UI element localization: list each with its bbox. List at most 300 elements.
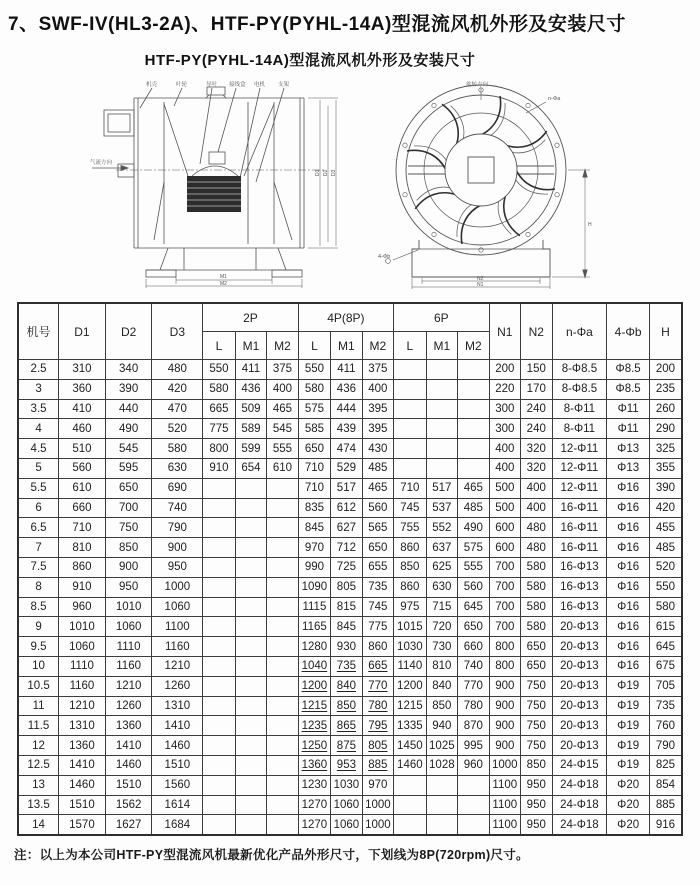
- table-cell: 1160: [152, 637, 203, 657]
- table-cell: 455: [649, 518, 682, 538]
- table-cell: 750: [521, 736, 552, 756]
- table-cell: [235, 696, 266, 716]
- table-cell: [203, 775, 235, 795]
- table-cell: 580: [152, 439, 203, 459]
- table-cell: 24-Φ18: [552, 795, 607, 815]
- table-cell: 1560: [152, 775, 203, 795]
- table-cell: 735: [649, 696, 682, 716]
- table-cell: 1210: [59, 696, 106, 716]
- table-cell: 1410: [105, 736, 152, 756]
- table-cell: 8-Φ8.5: [552, 360, 607, 380]
- table-cell: [458, 419, 490, 439]
- table-cell: [235, 755, 266, 775]
- table-row: [18, 478, 682, 498]
- table-cell: [426, 775, 457, 795]
- table-cell: 705: [649, 676, 682, 696]
- table-cell: [235, 676, 266, 696]
- table-cell: Φ11: [607, 419, 650, 439]
- table-cell: 1000: [152, 577, 203, 597]
- table-cell: 1510: [152, 755, 203, 775]
- table-cell: Φ16: [607, 597, 650, 617]
- header-4p-l: L: [298, 332, 330, 360]
- table-cell: Φ20: [607, 815, 650, 835]
- table-cell: 850: [426, 696, 457, 716]
- base-dim-inner-label: N2: [477, 276, 484, 282]
- table-cell: 1060: [105, 617, 152, 637]
- table-cell: [267, 795, 299, 815]
- table-cell: 400: [521, 498, 552, 518]
- table-cell: [426, 399, 457, 419]
- table-cell: [394, 795, 426, 815]
- table-cell: [394, 775, 426, 795]
- table-cell: 805: [362, 736, 393, 756]
- table-cell: [394, 419, 426, 439]
- table-cell: 637: [426, 538, 457, 558]
- table-cell: 845: [298, 518, 330, 538]
- table-cell: 775: [362, 617, 393, 637]
- table-cell: 1000: [362, 795, 393, 815]
- table-cell: Φ16: [607, 617, 650, 637]
- table-cell: 480: [521, 538, 552, 558]
- table-cell: [426, 458, 457, 478]
- table-cell: 575: [298, 399, 330, 419]
- table-cell: 860: [394, 538, 426, 558]
- table-cell: [458, 458, 490, 478]
- table-cell: 700: [489, 577, 520, 597]
- table-row: [18, 637, 682, 657]
- table-cell: 150: [521, 360, 552, 380]
- table-cell: 910: [59, 577, 106, 597]
- table-cell: 325: [649, 439, 682, 459]
- header-n1: N1: [489, 303, 520, 360]
- table-cell: 436: [331, 379, 362, 399]
- table-cell: [203, 716, 235, 736]
- table-cell: [458, 775, 490, 795]
- table-cell: 16-Φ13: [552, 597, 607, 617]
- table-cell: 517: [426, 478, 457, 498]
- table-cell: [203, 538, 235, 558]
- table-row: [18, 696, 682, 716]
- table-cell: 1200: [394, 676, 426, 696]
- table-row: [18, 755, 682, 775]
- table-cell: 12-Φ11: [552, 458, 607, 478]
- table-cell: [235, 557, 266, 577]
- table-cell: 800: [203, 439, 235, 459]
- callout-casing-label: 机壳: [146, 82, 158, 88]
- table-cell: 1210: [105, 676, 152, 696]
- table-cell: 1335: [394, 716, 426, 736]
- table-cell: 465: [458, 478, 490, 498]
- table-cell: [235, 617, 266, 637]
- table-cell: 1015: [394, 617, 426, 637]
- table-cell: 720: [426, 617, 457, 637]
- table-cell: 850: [394, 557, 426, 577]
- table-cell: 12-Φ11: [552, 478, 607, 498]
- header-n-phi-a: n-Φa: [552, 303, 607, 360]
- table-cell: 8: [18, 577, 59, 597]
- table-cell: 580: [521, 617, 552, 637]
- table-row: [18, 775, 682, 795]
- table-cell: Φ16: [607, 498, 650, 518]
- table-cell: 1040: [298, 656, 330, 676]
- table-cell: 660: [59, 498, 106, 518]
- table-cell: 1460: [59, 775, 106, 795]
- table-cell: 550: [649, 577, 682, 597]
- table-cell: [267, 617, 299, 637]
- table-cell: 850: [521, 755, 552, 775]
- table-cell: 845: [331, 617, 362, 637]
- dim-d1-label: D1: [315, 169, 321, 176]
- table-cell: 460: [59, 419, 106, 439]
- table-cell: 170: [521, 379, 552, 399]
- table-cell: 755: [394, 518, 426, 538]
- table-cell: [235, 775, 266, 795]
- table-cell: [458, 815, 490, 835]
- table-row: [18, 656, 682, 676]
- table-row: [18, 360, 682, 380]
- table-cell: 12.5: [18, 755, 59, 775]
- table-cell: 910: [203, 458, 235, 478]
- table-cell: 775: [203, 419, 235, 439]
- table-cell: 1684: [152, 815, 203, 835]
- table-cell: 1260: [152, 676, 203, 696]
- table-cell: 400: [267, 379, 299, 399]
- table-cell: 400: [489, 458, 520, 478]
- table-cell: [394, 360, 426, 380]
- table-cell: [267, 716, 299, 736]
- table-cell: 1090: [298, 577, 330, 597]
- table-cell: 1450: [394, 736, 426, 756]
- table-cell: 1260: [105, 696, 152, 716]
- table-cell: 790: [649, 736, 682, 756]
- table-cell: 7: [18, 538, 59, 558]
- callout-motor-label: 电机: [254, 82, 266, 88]
- table-cell: 610: [267, 458, 299, 478]
- table-cell: Φ19: [607, 676, 650, 696]
- table-cell: 900: [105, 557, 152, 577]
- table-cell: 11: [18, 696, 59, 716]
- table-cell: 545: [267, 419, 299, 439]
- table-cell: 6: [18, 498, 59, 518]
- table-cell: Φ16: [607, 538, 650, 558]
- table-cell: 700: [489, 557, 520, 577]
- table-cell: 725: [331, 557, 362, 577]
- table-cell: [203, 597, 235, 617]
- table-cell: 240: [521, 419, 552, 439]
- table-cell: 1410: [152, 716, 203, 736]
- table-cell: 240: [521, 399, 552, 419]
- table-cell: [235, 815, 266, 835]
- table-cell: 780: [362, 696, 393, 716]
- table-cell: 1570: [59, 815, 106, 835]
- table-cell: 474: [331, 439, 362, 459]
- table-cell: 320: [521, 458, 552, 478]
- table-cell: 650: [521, 637, 552, 657]
- table-cell: 529: [331, 458, 362, 478]
- table-cell: 560: [362, 498, 393, 518]
- table-cell: 439: [331, 419, 362, 439]
- table-cell: 900: [152, 538, 203, 558]
- table-cell: 440: [105, 399, 152, 419]
- table-cell: 12: [18, 736, 59, 756]
- table-cell: 770: [458, 676, 490, 696]
- table-cell: 780: [458, 696, 490, 716]
- table-cell: 10.5: [18, 676, 59, 696]
- table-cell: [426, 795, 457, 815]
- table-row: [18, 557, 682, 577]
- table-cell: 810: [426, 656, 457, 676]
- table-cell: 13: [18, 775, 59, 795]
- callout-junction-box-label: 接线盒: [229, 82, 246, 88]
- table-cell: 645: [458, 597, 490, 617]
- table-cell: 395: [362, 419, 393, 439]
- table-cell: 565: [362, 518, 393, 538]
- table-cell: 355: [649, 458, 682, 478]
- table-cell: 420: [649, 498, 682, 518]
- table-cell: 650: [362, 538, 393, 558]
- table-cell: 430: [362, 439, 393, 459]
- table-cell: 1030: [394, 637, 426, 657]
- table-cell: 400: [521, 478, 552, 498]
- table-cell: 580: [649, 597, 682, 617]
- table-cell: 630: [426, 577, 457, 597]
- table-cell: 990: [298, 557, 330, 577]
- table-cell: 740: [152, 498, 203, 518]
- table-cell: 580: [521, 557, 552, 577]
- header-2p-m2: M2: [267, 332, 299, 360]
- table-cell: 1460: [105, 755, 152, 775]
- callout-bracket-label: 支架: [278, 82, 290, 88]
- table-cell: 900: [489, 736, 520, 756]
- table-cell: 1410: [59, 755, 106, 775]
- table-cell: 1215: [298, 696, 330, 716]
- fan-front-view-drawing: [378, 78, 606, 295]
- table-cell: 16-Φ13: [552, 577, 607, 597]
- table-cell: 470: [152, 399, 203, 419]
- table-cell: 805: [331, 577, 362, 597]
- table-cell: 795: [362, 716, 393, 736]
- table-cell: 545: [105, 439, 152, 459]
- table-cell: Φ16: [607, 478, 650, 498]
- table-cell: 300: [489, 419, 520, 439]
- dimension-table: [17, 302, 683, 836]
- table-cell: 850: [105, 538, 152, 558]
- table-cell: 735: [331, 656, 362, 676]
- table-cell: 340: [105, 360, 152, 380]
- table-cell: 11.5: [18, 716, 59, 736]
- dim-d3-label: D3: [331, 169, 337, 176]
- table-cell: 710: [298, 458, 330, 478]
- table-cell: 400: [362, 379, 393, 399]
- table-cell: 5: [18, 458, 59, 478]
- header-group-2p: 2P: [203, 303, 298, 332]
- drawings-row: [88, 78, 700, 290]
- table-cell: 580: [203, 379, 235, 399]
- table-cell: [394, 815, 426, 835]
- table-cell: 760: [649, 716, 682, 736]
- table-cell: 800: [489, 656, 520, 676]
- table-cell: 520: [152, 419, 203, 439]
- table-cell: 400: [489, 439, 520, 459]
- table-cell: 950: [105, 577, 152, 597]
- table-cell: 1270: [298, 815, 330, 835]
- table-cell: 1510: [105, 775, 152, 795]
- table-cell: 860: [394, 577, 426, 597]
- table-cell: 1210: [152, 656, 203, 676]
- table-body: [18, 360, 682, 836]
- table-cell: 960: [458, 755, 490, 775]
- table-cell: 220: [489, 379, 520, 399]
- table-cell: 1270: [298, 795, 330, 815]
- table-cell: 200: [489, 360, 520, 380]
- table-row: [18, 458, 682, 478]
- table-cell: [267, 478, 299, 498]
- table-cell: 815: [331, 597, 362, 617]
- table-cell: [235, 498, 266, 518]
- table-cell: 16-Φ13: [552, 557, 607, 577]
- table-cell: 1215: [394, 696, 426, 716]
- table-cell: 1060: [331, 795, 362, 815]
- table-cell: 1010: [59, 617, 106, 637]
- table-cell: 600: [489, 538, 520, 558]
- table-cell: 950: [521, 795, 552, 815]
- table-row: [18, 439, 682, 459]
- table-row: [18, 617, 682, 637]
- table-cell: [267, 577, 299, 597]
- table-cell: 465: [267, 399, 299, 419]
- table-cell: 7.5: [18, 557, 59, 577]
- header-6p-l: L: [394, 332, 426, 360]
- table-cell: [267, 736, 299, 756]
- table-cell: 700: [105, 498, 152, 518]
- table-cell: 552: [426, 518, 457, 538]
- table-cell: 24-Φ18: [552, 815, 607, 835]
- table-cell: [267, 557, 299, 577]
- bolt-circle-label: n-Φa: [548, 96, 561, 102]
- table-cell: 710: [298, 478, 330, 498]
- table-cell: [235, 518, 266, 538]
- table-cell: [267, 597, 299, 617]
- table-cell: 595: [105, 458, 152, 478]
- table-cell: 1510: [59, 795, 106, 815]
- table-cell: 810: [59, 538, 106, 558]
- table-cell: [203, 676, 235, 696]
- table-cell: Φ8.5: [607, 379, 650, 399]
- table-cell: 1140: [394, 656, 426, 676]
- table-cell: 1110: [105, 637, 152, 657]
- table-cell: [458, 399, 490, 419]
- table-cell: 735: [362, 577, 393, 597]
- table-cell: 1160: [105, 656, 152, 676]
- height-dim-label: H: [588, 222, 592, 228]
- table-cell: 960: [59, 597, 106, 617]
- table-cell: 970: [298, 538, 330, 558]
- table-cell: 854: [649, 775, 682, 795]
- table-cell: 650: [521, 656, 552, 676]
- table-cell: 660: [458, 637, 490, 657]
- table-cell: [235, 577, 266, 597]
- table-cell: 650: [298, 439, 330, 459]
- table-cell: 750: [521, 716, 552, 736]
- table-cell: 712: [331, 538, 362, 558]
- table-cell: 12-Φ11: [552, 439, 607, 459]
- table-cell: 411: [235, 360, 266, 380]
- table-cell: 916: [649, 815, 682, 835]
- header-4p-m2: M2: [362, 332, 393, 360]
- table-cell: [267, 815, 299, 835]
- table-cell: 20-Φ13: [552, 656, 607, 676]
- table-cell: [203, 518, 235, 538]
- table-cell: 599: [235, 439, 266, 459]
- table-cell: 585: [298, 419, 330, 439]
- table-cell: 14: [18, 815, 59, 835]
- table-cell: 24-Φ18: [552, 775, 607, 795]
- table-cell: 8-Φ11: [552, 419, 607, 439]
- table-cell: 835: [298, 498, 330, 518]
- table-cell: [203, 478, 235, 498]
- table-cell: 1310: [152, 696, 203, 716]
- table-cell: 1030: [331, 775, 362, 795]
- table-cell: 1060: [331, 815, 362, 835]
- table-cell: 627: [331, 518, 362, 538]
- page-title: 7、SWF-IV(HL3-2A)、HTF-PY(PYHL-14A)型混流风机外形及安装尺寸: [8, 14, 626, 35]
- table-cell: 550: [203, 360, 235, 380]
- table-cell: 517: [331, 478, 362, 498]
- fan-side-view-drawing: [88, 78, 350, 295]
- table-cell: Φ19: [607, 716, 650, 736]
- table-cell: 555: [458, 557, 490, 577]
- table-cell: 840: [331, 676, 362, 696]
- table-cell: [267, 755, 299, 775]
- table-cell: 900: [489, 716, 520, 736]
- header-d2: D2: [105, 303, 152, 360]
- table-cell: 715: [426, 597, 457, 617]
- table-cell: 1100: [152, 617, 203, 637]
- table-cell: 675: [649, 656, 682, 676]
- table-cell: 580: [521, 597, 552, 617]
- table-cell: 870: [458, 716, 490, 736]
- dim-d2-label: D2: [323, 169, 329, 176]
- table-row: [18, 815, 682, 835]
- table-cell: 16-Φ11: [552, 518, 607, 538]
- table-cell: 560: [458, 577, 490, 597]
- table-cell: 885: [649, 795, 682, 815]
- table-cell: 940: [426, 716, 457, 736]
- table-cell: [394, 439, 426, 459]
- table-cell: 865: [331, 716, 362, 736]
- table-cell: [458, 439, 490, 459]
- table-cell: 465: [362, 478, 393, 498]
- table-cell: 4: [18, 419, 59, 439]
- callout-guide-vane-label: 导叶: [206, 82, 218, 88]
- table-cell: 375: [267, 360, 299, 380]
- table-cell: 520: [649, 557, 682, 577]
- table-cell: 612: [331, 498, 362, 518]
- header-2p-m1: M1: [235, 332, 266, 360]
- table-cell: [267, 676, 299, 696]
- dim-m1-label: M1: [220, 274, 227, 280]
- table-cell: [235, 795, 266, 815]
- table-cell: Φ19: [607, 755, 650, 775]
- table-cell: 1310: [59, 716, 106, 736]
- table-cell: [203, 736, 235, 756]
- table-cell: 1200: [298, 676, 330, 696]
- table-cell: 790: [152, 518, 203, 538]
- table-cell: 665: [203, 399, 235, 419]
- table-row: [18, 399, 682, 419]
- table-cell: 410: [59, 399, 106, 419]
- table-cell: Φ13: [607, 439, 650, 459]
